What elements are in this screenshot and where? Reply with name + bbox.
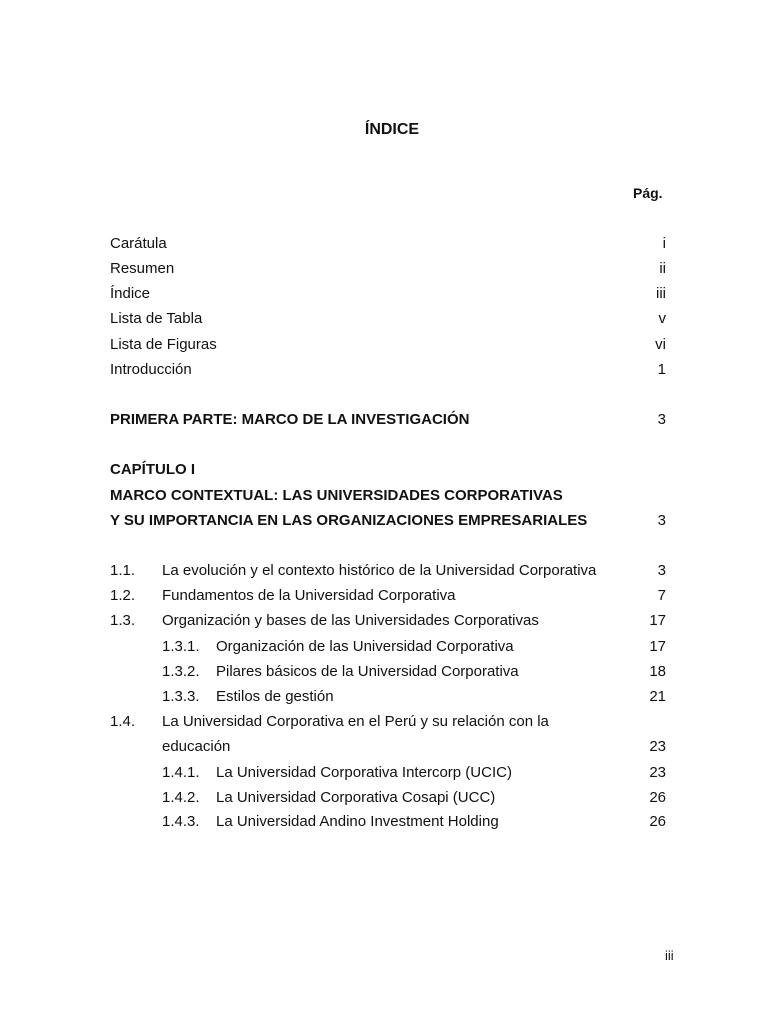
- toc-entry-label: Resumen: [110, 260, 175, 277]
- chapter-title-line2: Y SU IMPORTANCIA EN LAS ORGANIZACIONES EMPRESARIALES: [110, 512, 588, 529]
- subsection-title: Organización de las Universidad Corporativa: [216, 638, 514, 655]
- section-title: La Universidad Corporativa en el Perú y su relación con la: [162, 713, 549, 730]
- subsection-title: La Universidad Corporativa Intercorp (UCIC): [216, 764, 512, 781]
- section-title: Organización y bases de las Universidades Corporativas: [162, 612, 539, 629]
- toc-subsection[interactable]: [110, 763, 666, 783]
- toc-section[interactable]: [110, 586, 666, 606]
- toc-chapter-title[interactable]: [110, 511, 666, 531]
- subsection-number: 1.3.1.: [162, 638, 200, 655]
- toc-entry[interactable]: [110, 360, 666, 380]
- page-column-header: Pág.: [633, 185, 663, 201]
- toc-section[interactable]: [110, 611, 666, 631]
- toc-section[interactable]: [110, 561, 666, 581]
- section-title: Fundamentos de la Universidad Corporativa: [162, 587, 456, 604]
- toc-chapter-label[interactable]: [110, 460, 666, 480]
- toc-entry-page: 1: [657, 361, 666, 378]
- section-number: 1.1.: [110, 562, 136, 579]
- subsection-number: 1.3.2.: [162, 663, 200, 680]
- toc-entry-page: iii: [656, 285, 666, 302]
- toc-section-continuation[interactable]: [110, 737, 666, 757]
- subsection-title: Estilos de gestión: [216, 688, 334, 705]
- toc-entry[interactable]: [110, 234, 666, 254]
- chapter-title-line1: MARCO CONTEXTUAL: LAS UNIVERSIDADES CORPORATIVAS: [110, 487, 563, 504]
- toc-entry-label: Índice: [110, 285, 151, 302]
- toc-entry-page: 26: [649, 789, 666, 806]
- toc-entry-page: 3: [657, 562, 666, 579]
- toc-part-heading[interactable]: [110, 410, 666, 430]
- subsection-title: La Universidad Corporativa Cosapi (UCC): [216, 789, 496, 806]
- toc-entry[interactable]: [110, 309, 666, 329]
- toc-entry-page: v: [658, 310, 666, 327]
- toc-subsection[interactable]: [110, 812, 666, 832]
- toc-entry-label: Carátula: [110, 235, 167, 252]
- toc-entry-label: Lista de Figuras: [110, 336, 217, 353]
- page-title: ÍNDICE: [364, 121, 420, 138]
- subsection-title: La Universidad Andino Investment Holding: [216, 813, 499, 830]
- toc-entry-page: i: [662, 235, 666, 252]
- toc-entry[interactable]: [110, 259, 666, 279]
- toc-entry-label: Lista de Tabla: [110, 310, 203, 327]
- toc-subsection[interactable]: [110, 637, 666, 657]
- toc-entry-page: 23: [649, 764, 666, 781]
- section-number: 1.3.: [110, 612, 136, 629]
- toc-entry-page: 17: [649, 638, 666, 655]
- section-number: 1.2.: [110, 587, 136, 604]
- subsection-number: 1.4.1.: [162, 764, 200, 781]
- section-number: 1.4.: [110, 713, 136, 730]
- subsection-title: Pilares básicos de la Universidad Corporativa: [216, 663, 519, 680]
- chapter-label: CAPÍTULO I: [110, 461, 195, 478]
- toc-subsection[interactable]: [110, 687, 666, 707]
- toc-entry-page: 21: [649, 688, 666, 705]
- toc-entry-page: 3: [657, 512, 666, 529]
- subsection-number: 1.4.3.: [162, 813, 200, 830]
- toc-subsection[interactable]: [110, 662, 666, 682]
- toc-entry-page: 23: [649, 738, 666, 755]
- section-title: La evolución y el contexto histórico de la Universidad Corporativa: [162, 562, 597, 579]
- subsection-number: 1.4.2.: [162, 789, 200, 806]
- toc-subsection[interactable]: [110, 788, 666, 808]
- toc-entry-page: 3: [657, 411, 666, 428]
- toc-entry-page: vi: [655, 336, 666, 353]
- footer-page-number: iii: [665, 948, 674, 963]
- part-heading-label: PRIMERA PARTE: MARCO DE LA INVESTIGACIÓN: [110, 411, 470, 428]
- toc-entry-page: ii: [659, 260, 666, 277]
- toc-entry[interactable]: [110, 335, 666, 355]
- section-title-continued: educación: [162, 738, 231, 755]
- toc-entry-page: 18: [649, 663, 666, 680]
- toc-chapter-title[interactable]: [110, 486, 666, 506]
- subsection-number: 1.3.3.: [162, 688, 200, 705]
- toc-entry-page: 17: [649, 612, 666, 629]
- toc-entry[interactable]: [110, 284, 666, 304]
- toc-section[interactable]: [110, 712, 666, 732]
- toc-entry-label: Introducción: [110, 361, 192, 378]
- toc-entry-page: 26: [649, 813, 666, 830]
- toc-entry-page: 7: [657, 587, 666, 604]
